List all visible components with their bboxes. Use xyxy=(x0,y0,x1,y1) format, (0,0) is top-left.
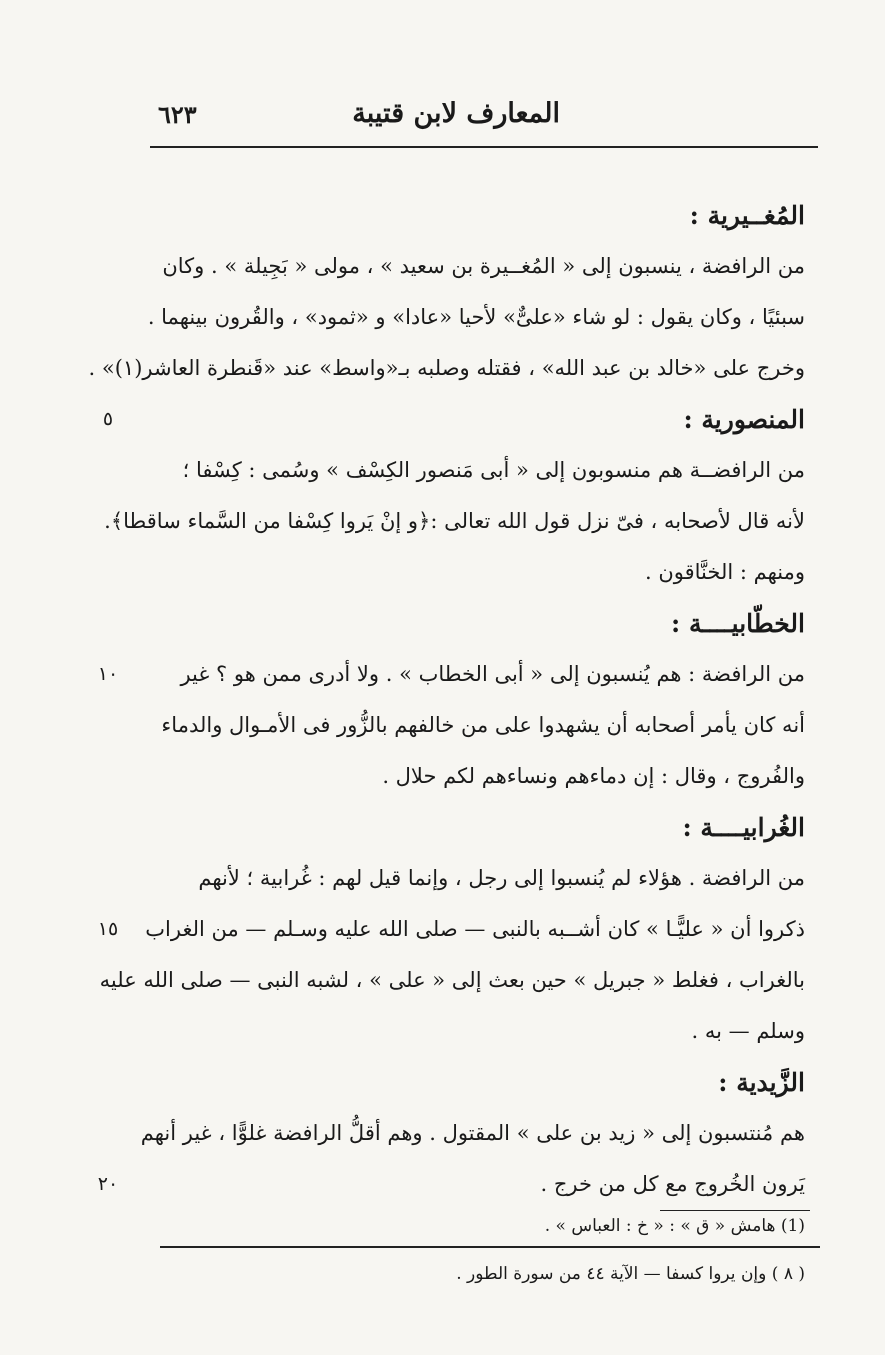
page-header xyxy=(150,98,815,142)
text-line: يَرون الخُروج مع كل من خرج . xyxy=(540,1172,805,1196)
footnote: (1) هامش « ق » : « خ : العباس » . xyxy=(544,1216,805,1236)
bottom-note: ( ٨ ) وإن يروا كسفا — الآية ٤٤ من سورة الطور . xyxy=(456,1264,805,1284)
margin-line-number: ١٠ xyxy=(97,663,119,685)
margin-line-number: ٥ xyxy=(102,408,114,430)
text-line: هم مُنتسبون إلى « زيد بن على » المقتول . وهم أقلُّ الرافضة غلوًّا ، غير أنهم xyxy=(140,1121,805,1145)
text-line: من الرافضة . هؤلاء لم يُنسبوا إلى رجل ، وإنما قيل لهم : غُرابية ؛ لأنهم xyxy=(198,866,805,890)
text-line: والفُروج ، وقال : إن دماءهم ونساءهم لكم حلال . xyxy=(382,764,805,788)
margin-line-number: ١٥ xyxy=(97,918,119,940)
section-heading: الخطّابيــــة : xyxy=(671,609,805,638)
text-line: سبئيًا ، وكان يقول : لو شاء «علىٌّ» لأحيا «عادا» و «ثمود» ، والقُرون بينهما . xyxy=(147,305,805,329)
text-line: من الرافضة ، ينسبون إلى « المُغــيرة بن سعيد » ، مولى « بَجِيلة » . وكان xyxy=(162,254,805,278)
text-line: من الرافضــة هم منسوبون إلى « أبى مَنصور الكِسْف » وسُمى : كِسْفا ؛ xyxy=(182,458,805,482)
page-number: ٦٢٣ xyxy=(158,100,197,129)
text-line: لأنه قال لأصحابه ، فىّ نزل قول الله تعالى :﴿و إنْ يَروا كِسْفا من السَّماء ساقطا﴾. xyxy=(104,509,805,533)
text-line: ذكروا أن « عليًّـا » كان أشــبه بالنبى — صلى الله عليه وسـلم — من الغراب xyxy=(145,917,805,941)
section-heading: الزَّيدية : xyxy=(718,1068,805,1097)
text-line: وخرج على «خالد بن عبد الله» ، فقتله وصلبه بـ«واسط» عند «قَنطرة العاشر(١)» . xyxy=(88,356,805,380)
footnote-separator xyxy=(660,1210,810,1211)
margin-line-number: ٢٠ xyxy=(97,1173,119,1195)
section-heading: الغُرابيــــة : xyxy=(682,813,805,842)
text-line: من الرافضة : هم يُنسبون إلى « أبى الخطاب » . ولا أدرى ممن هو ؟ غير xyxy=(180,662,805,686)
bottom-rule xyxy=(160,1246,820,1248)
text-line: بالغراب ، فغلط « جبريل » حين بعث إلى « على » ، لشبه النبى — صلى الله عليه xyxy=(99,968,805,992)
section-heading: المُغــيرية : xyxy=(689,201,805,230)
header-rule xyxy=(150,146,818,148)
text-line: وسلم — به . xyxy=(691,1019,805,1043)
running-title: المعارف لابن قتيبة xyxy=(352,98,560,129)
section-heading: المنصورية : xyxy=(683,405,805,434)
text-line: ومنهم : الخنَّاقون . xyxy=(645,560,805,584)
text-line: أنه كان يأمر أصحابه أن يشهدوا على من خالفهم بالزُّور فى الأمـوال والدماء xyxy=(161,713,805,737)
